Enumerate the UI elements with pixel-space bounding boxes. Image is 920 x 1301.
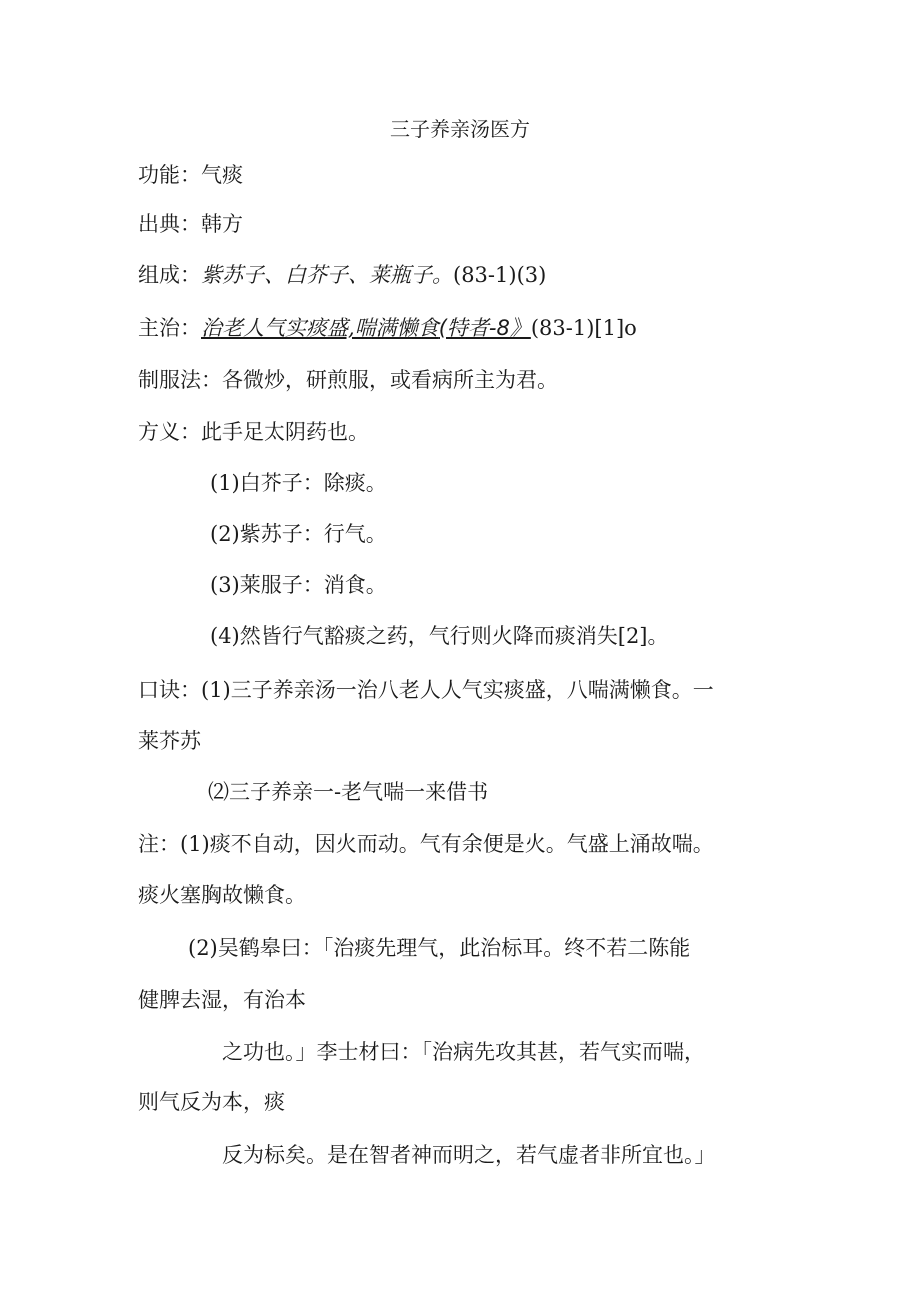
meaning-item: (3)莱服子：消食。 [210, 573, 387, 597]
function-label: 功能： [138, 163, 201, 187]
composition-line [138, 261, 546, 289]
meaning-label: 方义： [138, 420, 201, 444]
indication-value: 治老人气实痰盛,喘满懒食 [201, 316, 439, 340]
preparation-line [138, 366, 558, 394]
preparation-label: 制服法： [138, 368, 222, 392]
mnemonic-text: (1)三子养亲汤一治八老人人气实痰盛，八喘满懒食。一 [201, 678, 714, 702]
preparation-value: 各微炒，研煎服，或看病所主为君。 [222, 368, 558, 392]
source-line [138, 210, 243, 238]
function-line [138, 161, 243, 189]
page-title: 三子养亲汤医方 [390, 117, 530, 141]
function-value: 气痰 [201, 163, 243, 187]
note-1-continuation: 痰火塞胸故懒食。 [138, 883, 306, 907]
notes-line [138, 830, 714, 858]
note-2-continuation: 之功也。」李士材曰：「治病先攻其甚，若气实而喘， [222, 1040, 705, 1064]
indication-ref: (83-1)[1]o [530, 316, 637, 340]
meaning-item: (4)然皆行气豁痰之药，气行则火降而痰消失[2]。 [210, 624, 669, 648]
note-2-continuation: 则气反为本，痰 [138, 1090, 285, 1114]
meaning-value: 此手足太阴药也。 [201, 420, 369, 444]
note-2-continuation: 健脾去湿，有治本 [138, 988, 306, 1012]
composition-ref: (83-1)(3) [453, 263, 547, 287]
composition-label: 组成： [138, 263, 201, 287]
indication-label: 主治： [138, 316, 201, 340]
source-label: 出典： [138, 212, 201, 236]
meaning-item: (2)紫苏子：行气。 [210, 522, 387, 546]
mnemonic-label: 口诀： [138, 678, 201, 702]
meaning-line [138, 418, 369, 446]
indication-note: (特者-8》 [438, 316, 531, 340]
mnemonic-line [138, 676, 714, 704]
source-value: 韩方 [201, 212, 243, 236]
note-2: (2)吴鹤皋曰：「治痰先理气，此治标耳。终不若二陈能 [188, 936, 691, 960]
meaning-item: (1)白芥子：除痰。 [210, 471, 387, 495]
notes-label: 注： [138, 832, 180, 856]
note-2-continuation: 反为标矣。是在智者神而明之，若气虚者非所宜也。」 [222, 1143, 716, 1167]
indication-line [138, 314, 637, 342]
mnemonic-line-2: ⑵三子养亲一-老气喘一来借书 [208, 780, 489, 804]
note-1: (1)痰不自动，因火而动。气有余便是火。气盛上涌故喘。 [180, 832, 714, 856]
mnemonic-continuation: 莱芥苏 [138, 729, 201, 753]
composition-value: 紫苏子、白芥子、莱瓶子。 [201, 263, 453, 287]
